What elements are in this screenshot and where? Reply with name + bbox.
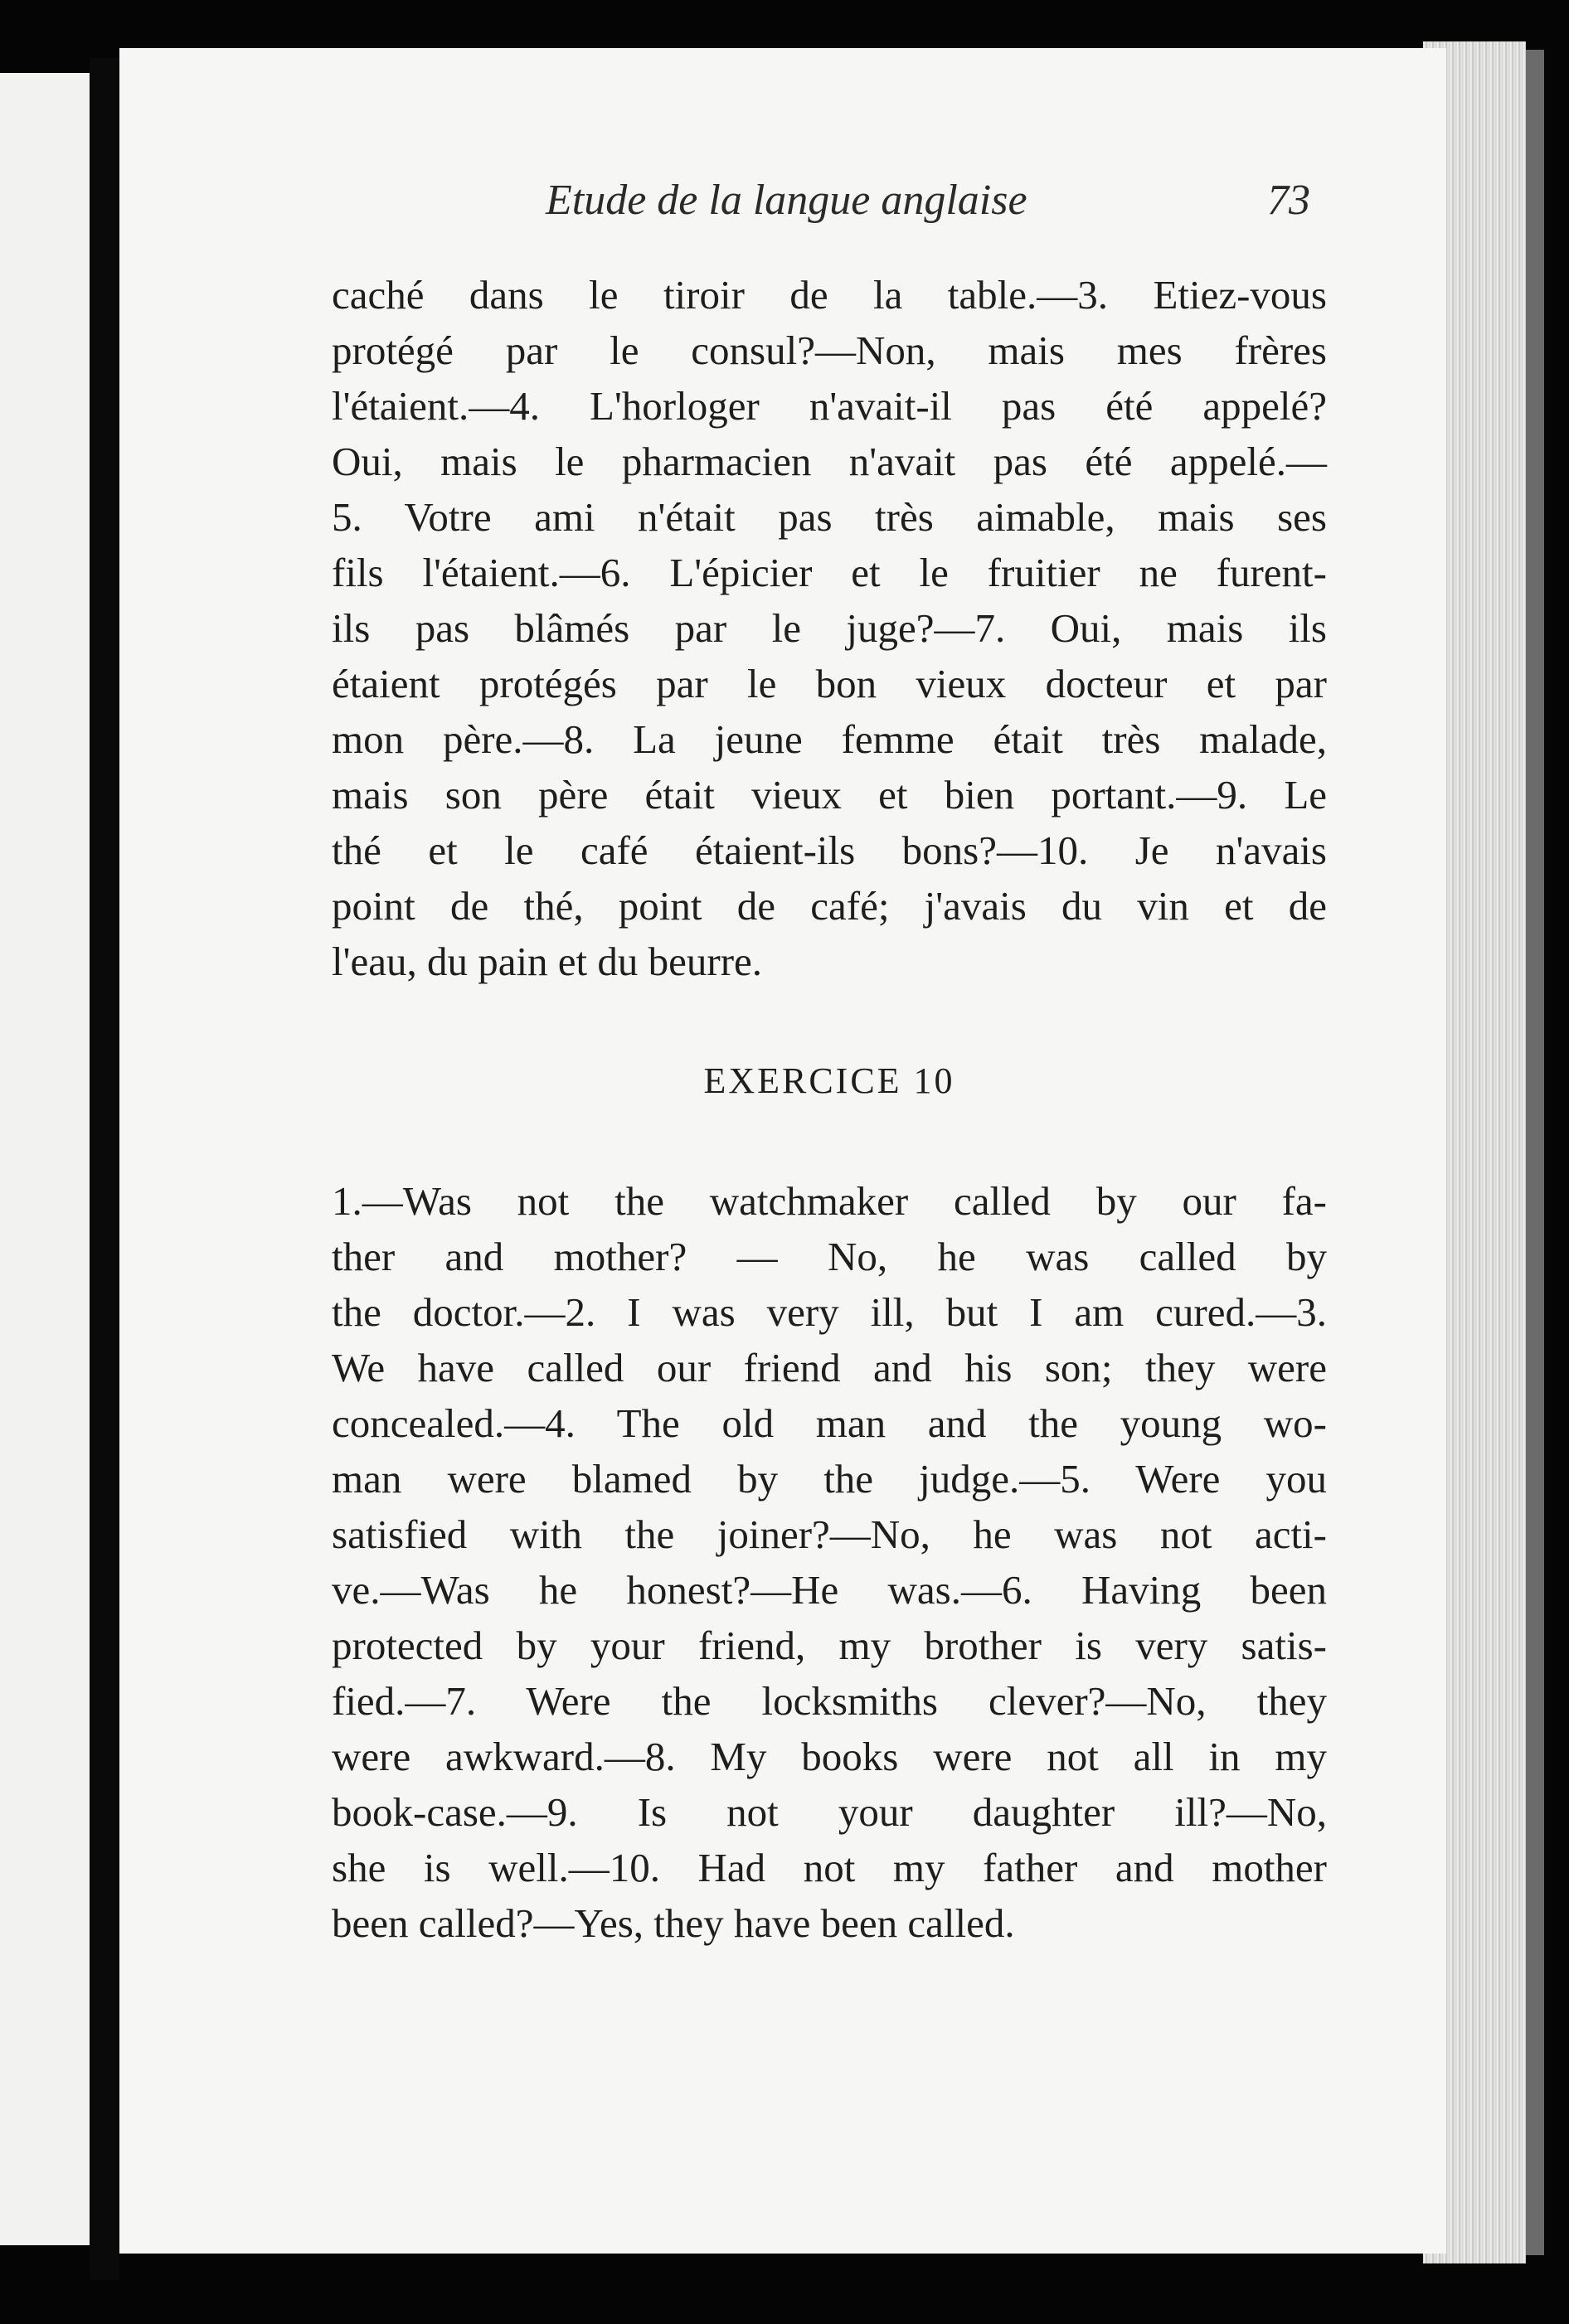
- text-line: protected by your friend, my brother is very satis-: [332, 1623, 1327, 1668]
- text-line: book-case.—9. Is not your daughter ill?—No,: [332, 1789, 1327, 1835]
- text-line: fied.—7. Were the locksmiths clever?—No, they: [332, 1678, 1327, 1724]
- text-line: mais son père était vieux et bien portant.—9. Le: [332, 772, 1327, 818]
- text-line: man were blamed by the judge.—5. Were you: [332, 1456, 1327, 1502]
- running-head: [531, 176, 1310, 226]
- page-number: 73: [1267, 177, 1310, 224]
- text-line: thé et le café étaient-ils bons?—10. Je n'avais: [332, 827, 1327, 873]
- book-gutter: [90, 58, 119, 2280]
- text-line: ther and mother? — No, he was called by: [332, 1234, 1327, 1279]
- text-line: l'étaient.—4. L'horloger n'avait-il pas été appelé?: [332, 383, 1327, 429]
- text-line: étaient protégés par le bon vieux docteur et par: [332, 661, 1327, 706]
- facing-page-edge: [0, 73, 90, 2245]
- text-line: concealed.—4. The old man and the young wo-: [332, 1400, 1327, 1446]
- text-line: ve.—Was he honest?—He was.—6. Having been: [332, 1567, 1327, 1613]
- text-line: We have called our friend and his son; they were: [332, 1345, 1327, 1390]
- page-edge-shadow: [1526, 50, 1544, 2255]
- text-line: 1.—Was not the watchmaker called by our fa-: [332, 1178, 1327, 1224]
- text-line: she is well.—10. Had not my father and mother: [332, 1845, 1327, 1890]
- text-line: point de thé, point de café; j'avais du vin et de: [332, 883, 1327, 929]
- text-line: Oui, mais le pharmacien n'avait pas été appelé.—: [332, 439, 1327, 484]
- exercise-heading: EXERCICE 10: [703, 1060, 955, 1101]
- text-line: caché dans le tiroir de la table.—3. Etiez-vous: [332, 272, 1327, 318]
- text-line: the doctor.—2. I was very ill, but I am cured.—3.: [332, 1289, 1327, 1335]
- text-line: mon père.—8. La jeune femme était très malade,: [332, 716, 1327, 762]
- french-passage: [332, 267, 1327, 989]
- text-line: 5. Votre ami n'était pas très aimable, mais ses: [332, 494, 1327, 540]
- text-line: were awkward.—8. My books were not all in my: [332, 1734, 1327, 1779]
- running-title: Etude de la langue anglaise: [546, 177, 1027, 224]
- text-line: satisfied with the joiner?—No, he was not acti-: [332, 1511, 1327, 1557]
- text-line: protégé par le consul?—Non, mais mes frères: [332, 327, 1327, 373]
- text-line: fils l'étaient.—6. L'épicier et le fruitier ne furent-: [332, 550, 1327, 595]
- text-line: l'eau, du pain et du beurre.: [332, 939, 763, 984]
- text-line: ils pas blâmés par le juge?—7. Oui, mais ils: [332, 605, 1327, 651]
- text-line: been called?—Yes, they have been called.: [332, 1900, 1015, 1946]
- exercise-passage: [332, 1173, 1327, 1951]
